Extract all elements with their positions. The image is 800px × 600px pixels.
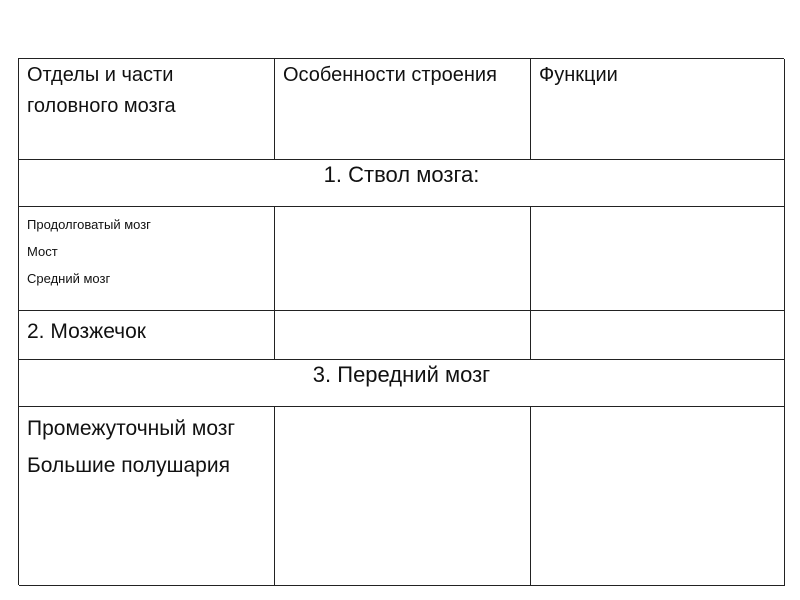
section-row-brainstem	[19, 160, 785, 207]
header-cell-structure	[275, 59, 531, 160]
header-structure-label: Особенности строения	[283, 64, 497, 86]
functions-cell-brainstem[interactable]	[531, 207, 785, 311]
section-title-cerebellum: 2. Мозжечок	[27, 320, 146, 343]
list-item: Большие полушария	[27, 454, 230, 477]
parts-cell-forebrain	[19, 407, 275, 586]
functions-cell-cerebellum[interactable]	[531, 311, 785, 360]
brain-structure-table	[18, 58, 784, 585]
functions-cell-forebrain[interactable]	[531, 407, 785, 586]
brainstem-parts-list	[27, 211, 266, 292]
header-row	[19, 59, 785, 160]
section-title-brainstem: 1. Ствол мозга:	[323, 162, 480, 187]
section-title-forebrain: 3. Передний мозг	[312, 362, 491, 387]
section-row-forebrain	[19, 360, 785, 407]
forebrain-parts-list	[27, 413, 266, 481]
parts-cell-brainstem	[19, 207, 275, 311]
list-item: Средний мозг	[27, 271, 111, 286]
structure-cell-cerebellum[interactable]	[275, 311, 531, 360]
data-row-forebrain	[19, 407, 785, 586]
list-item: Промежуточный мозг	[27, 417, 236, 440]
list-item: Мост	[27, 244, 58, 259]
list-item: Продолговатый мозг	[27, 217, 151, 232]
parts-cell-cerebellum	[19, 311, 275, 360]
section-title-cell	[19, 160, 785, 207]
header-cell-sections	[19, 59, 275, 160]
structure-cell-forebrain[interactable]	[275, 407, 531, 586]
data-row-cerebellum	[19, 311, 785, 360]
header-cell-functions	[531, 59, 785, 160]
header-functions-label: Функции	[539, 64, 618, 86]
data-row-brainstem	[19, 207, 785, 311]
header-sections-label: Отделы и части головного мозга	[27, 64, 176, 117]
section-title-cell	[19, 360, 785, 407]
structure-cell-brainstem[interactable]	[275, 207, 531, 311]
